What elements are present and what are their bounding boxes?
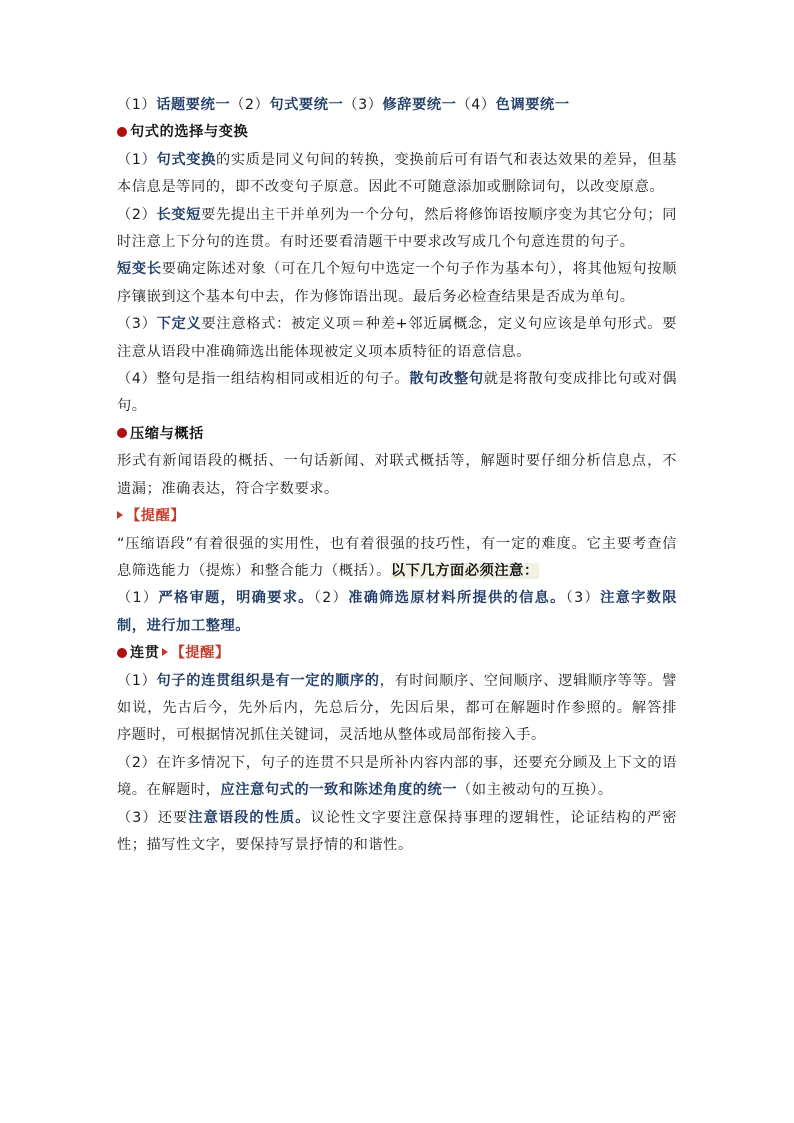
keyword: 短变长 xyxy=(117,261,162,278)
paragraph: 形式有新闻语段的概括、一句话新闻、对联式概括等，解题时要仔细分析信息点，不遗漏；准确表达，符合字数要求。 xyxy=(117,453,677,497)
section-heading-sentence-pattern: 句式的选择与变换 xyxy=(117,119,677,146)
document-page xyxy=(117,92,677,859)
num: （4） xyxy=(456,97,496,113)
keyword: 句子的连贯组织是有一定的顺序的 xyxy=(156,672,380,689)
keyword: 准确筛选原材料所提供的信息。 xyxy=(348,590,566,607)
red-triangle-icon xyxy=(117,511,123,519)
num: （2） xyxy=(230,97,270,113)
red-triangle-icon xyxy=(162,648,168,656)
num: （1） xyxy=(117,97,157,113)
paragraph: （3）下定义要注意格式：被定义项＝种差+邻近属概念，定义句应该是单句形式。要注意从语段中准确筛选出能体现被定义项本质特征的语意信息。 xyxy=(117,316,677,360)
keyword: 长变短 xyxy=(156,206,202,223)
num: （3） xyxy=(343,97,383,113)
reminder-label: 【提醒】 xyxy=(117,503,677,530)
paragraph: “压缩语段”有着很强的实用性，也有着很强的技巧性，有一定的难度。它主要考查信息筛选能力（提炼）和整合能力（概括）。以下几方面必须注意： xyxy=(117,535,677,579)
unity-rules-line xyxy=(117,92,677,119)
keyword: 修辞要统一 xyxy=(382,97,457,113)
paragraph: （3）还要注意语段的性质。议论性文字要注意保持事理的逻辑性，论证结构的严密性；描写性文字，要保持写景抒情的和谐性。 xyxy=(117,809,677,853)
paragraph: （4）整句是指一组结构相同或相近的句子。散句改整句就是将散句变成排比句或对偶句。 xyxy=(117,371,677,415)
keyword: 句式变换 xyxy=(156,151,216,168)
keyword: 应注意句式的一致和陈述角度的统一 xyxy=(220,782,458,799)
paragraph: （1）句式变换的实质是同义句间的转换，变换前后可有语气和表达效果的差异，但基本信息是等同的，即不改变句子原意。因此不可随意添加或删除词句，以改变原意。 xyxy=(117,151,677,196)
keyword: 散句改整句 xyxy=(409,371,484,388)
section-heading-coherence: 连贯 【提醒】 xyxy=(117,640,677,667)
keyword: 下定义 xyxy=(156,316,202,333)
red-dot-icon xyxy=(117,428,127,438)
red-dot-icon xyxy=(117,648,127,658)
paragraph: 短变长要确定陈述对象（可在几个短句中选定一个句子作为基本句），将其他短句按顺序镶嵌到这个基本句中去，作为修饰语出现。最后务必检查结果是否成为单句。 xyxy=(117,261,677,305)
paragraph: （1）句子的连贯组织是有一定的顺序的，有时间顺序、空间顺序、逻辑顺序等等。譬如说，先古后今，先外后内，先总后分，先因后果，都可在解题时作参照的。解答排序题时，可根据情况抓住关键词，灵活地从整体或局部衔接入手。 xyxy=(117,672,677,744)
red-dot-icon xyxy=(117,127,127,137)
keyword: 句式要统一 xyxy=(269,97,344,113)
keyword: 严格审题，明确要求。 xyxy=(158,590,314,607)
keyword: 话题要统一 xyxy=(156,97,231,113)
keyword: 注意字数限制，进行加工整理。 xyxy=(117,590,677,634)
paragraph: （2）长变短要先提出主干并单列为一个分句，然后将修饰语按顺序变为其它分句；同时注意上下分句的连贯。有时还要看清题干中要求改写成几个句意连贯的句子。 xyxy=(117,206,677,251)
keyword: 色调要统一 xyxy=(495,97,570,113)
paragraph: （1）严格审题，明确要求。（2）准确筛选原材料所提供的信息。（3）注意字数限制，进行加工整理。 xyxy=(117,590,677,634)
keyword: 注意语段的性质。 xyxy=(188,809,311,826)
paragraph: （2）在许多情况下，句子的连贯不只是所补内容内部的事，还要充分顾及上下文的语境。在解题时，应注意句式的一致和陈述角度的统一（如主被动句的互换）。 xyxy=(117,754,677,799)
highlighted-text: 以下几方面必须注意： xyxy=(390,562,539,579)
section-heading-compression: 压缩与概括 xyxy=(117,421,677,448)
